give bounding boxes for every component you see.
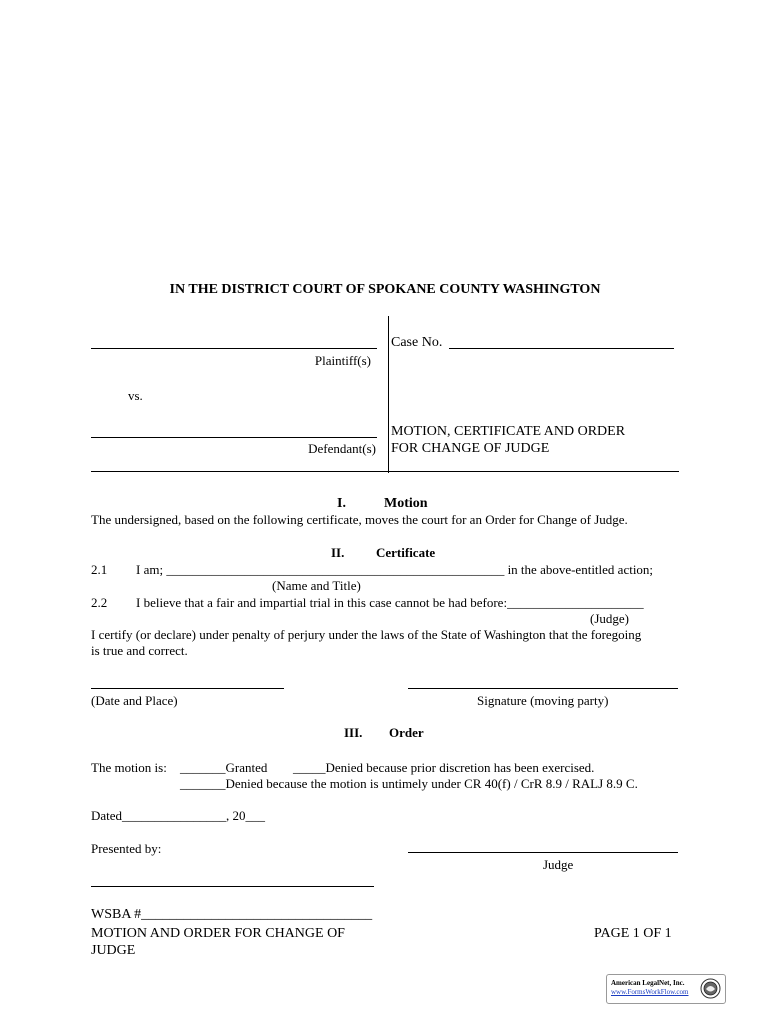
signature-label: Signature (moving party) xyxy=(477,693,609,708)
defendant-label: Defendant(s) xyxy=(308,441,376,456)
caption-divider xyxy=(388,316,389,473)
logo-url-link[interactable]: www.FormsWorkFlow.com xyxy=(611,988,689,996)
section3-number: III. xyxy=(344,725,363,740)
judge-signature-line[interactable] xyxy=(408,852,678,853)
case-no-line[interactable] xyxy=(449,348,674,349)
wsba-field[interactable]: WSBA #_________________________________ xyxy=(91,907,373,922)
logo-company-name: American LegalNet, Inc. xyxy=(611,979,685,987)
denied-discretion-option[interactable]: _____Denied because prior discretion has been exercised. xyxy=(293,760,595,775)
signature-line[interactable] xyxy=(408,688,678,689)
page-number: PAGE 1 OF 1 xyxy=(594,926,672,941)
americanlegalnet-logo[interactable] xyxy=(606,974,726,1004)
granted-option[interactable]: _______Granted xyxy=(180,760,268,775)
section3-heading: Order xyxy=(389,725,424,740)
motion-is-label: The motion is: xyxy=(91,760,167,775)
item-2-2-text[interactable]: I believe that a fair and impartial trial in this case cannot be had before:_____________________ xyxy=(136,595,644,610)
presenter-signature-line[interactable] xyxy=(91,886,374,887)
dated-field[interactable]: Dated________________, 20___ xyxy=(91,808,266,823)
section1-number: I. xyxy=(337,496,346,511)
name-title-label: (Name and Title) xyxy=(272,578,361,593)
date-place-label: (Date and Place) xyxy=(91,693,178,708)
caption-bottom-line xyxy=(91,471,679,472)
certify-line1: I certify (or declare) under penalty of perjury under the laws of the State of Washington that the foregoing xyxy=(91,627,642,642)
judge-label: Judge xyxy=(543,857,574,872)
judge-sub-label: (Judge) xyxy=(590,611,629,626)
footer-doc-name-line1: MOTION AND ORDER FOR CHANGE OF xyxy=(91,926,345,941)
denied-untimely-option[interactable]: _______Denied because the motion is untimely under CR 40(f) / CrR 8.9 / RALJ 8.9 C. xyxy=(180,776,638,791)
item-2-2-number: 2.2 xyxy=(91,595,108,610)
plaintiff-label: Plaintiff(s) xyxy=(314,353,371,368)
defendant-name-line[interactable] xyxy=(91,437,377,438)
section1-text: The undersigned, based on the following certificate, moves the court for an Order for Change of Judge. xyxy=(91,512,628,527)
section2-number: II. xyxy=(331,545,345,560)
certify-line2: is true and correct. xyxy=(91,643,188,658)
presented-by-label: Presented by: xyxy=(91,841,162,856)
plaintiff-name-line[interactable] xyxy=(91,348,377,349)
date-place-line[interactable] xyxy=(91,688,284,689)
footer-doc-name-line2: JUDGE xyxy=(91,943,136,958)
item-2-1-number: 2.1 xyxy=(91,562,108,577)
section2-heading: Certificate xyxy=(376,545,436,560)
seal-icon xyxy=(700,978,721,999)
item-2-1-text[interactable]: I am; ____________________________________________________ in the above-entitled action; xyxy=(136,562,654,577)
court-title: IN THE DISTRICT COURT OF SPOKANE COUNTY WASHINGTON xyxy=(169,282,601,297)
doc-title-line1: MOTION, CERTIFICATE AND ORDER xyxy=(391,424,626,439)
doc-title-line2: FOR CHANGE OF JUDGE xyxy=(391,441,550,456)
vs-label: vs. xyxy=(128,388,143,403)
case-no-label: Case No. xyxy=(391,335,443,350)
section1-heading: Motion xyxy=(384,496,428,511)
